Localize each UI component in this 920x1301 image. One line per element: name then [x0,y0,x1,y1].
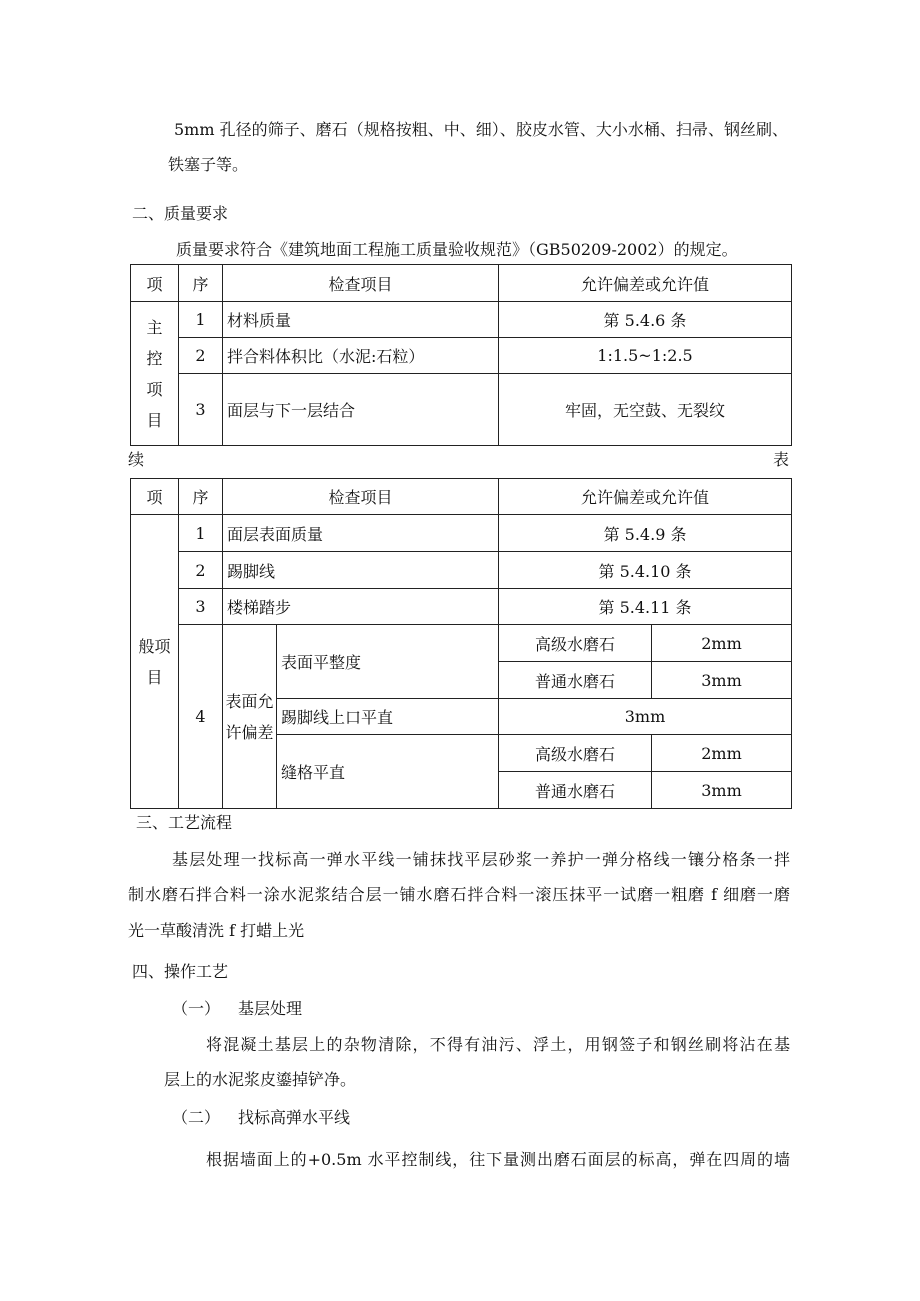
row-no: 4 [179,625,223,809]
group-label-main-control: 主 控 项 目 [131,302,179,446]
row-item: 面层表面质量 [223,515,499,552]
row-value: 第 5.4.6 条 [499,302,792,338]
grade-value: 2mm [652,735,792,772]
table-row [131,589,792,625]
table-row [131,552,792,589]
header-seq: 序 [179,479,223,515]
quality-table-main [130,264,792,446]
row-item: 踢脚线 [223,552,499,589]
flatness-label: 表面平整度 [277,625,499,699]
row-value: 牢固，无空鼓、无裂纹 [499,374,792,446]
process-line-2: 制水磨石拌合料一涂水泥浆结合层一铺水磨石拌合料一滚压抹平一试磨一粗磨 f 细磨一磨 [128,885,790,904]
section4-heading: 四、操作工艺 [132,962,229,981]
process-line-1: 基层处理一找标高一弹水平线一铺抹找平层砂浆一养护一弹分格线一镶分格条一拌 [172,850,790,869]
continued-left: 续 [128,450,145,469]
grade-label: 高级水磨石 [499,735,652,772]
grade-label: 高级水磨石 [499,625,652,662]
intro-line-2: 铁塞子等。 [168,155,249,174]
joint-label: 缝格平直 [277,735,499,809]
section2-heading: 二、质量要求 [132,204,229,223]
header-item: 项 [131,265,179,302]
grade-value: 3mm [652,662,792,699]
header-tolerance: 允许偏差或允许值 [499,479,792,515]
row-value: 第 5.4.9 条 [499,515,792,552]
row-item: 楼梯踏步 [223,589,499,625]
subsection-2-number: （二） [172,1108,221,1127]
row-no: 2 [179,338,223,374]
table-row [131,625,792,662]
subsection-2-title: 找标高弹水平线 [238,1108,351,1127]
table-row [131,515,792,552]
grade-label: 普通水磨石 [499,772,652,809]
section3-heading: 三、工艺流程 [136,813,233,832]
row-item: 拌合料体积比（水泥:石粒） [223,338,499,374]
para2-line-1: 根据墙面上的+0.5m 水平控制线，往下量测出磨石面层的标高，弹在四周的墙 [206,1150,790,1169]
skirting-label: 踢脚线上口平直 [277,699,499,735]
grade-label: 普通水磨石 [499,662,652,699]
header-seq: 序 [179,265,223,302]
para1-line-2: 层上的水泥浆皮鎏掉铲净。 [164,1070,357,1089]
row-no: 3 [179,374,223,446]
para1-line-1: 将混凝土基层上的杂物清除，不得有油污、浮土，用钢签子和钢丝刷将沾在基 [206,1035,790,1054]
header-item: 项 [131,479,179,515]
row-no: 2 [179,552,223,589]
group-label-general: 般项 目 [131,515,179,809]
row-no: 1 [179,515,223,552]
subsection-1-title: 基层处理 [238,999,303,1018]
surface-tolerance-label: 表面允 许偏差 [223,625,277,809]
table-row [131,338,792,374]
header-check-item: 检查项目 [223,479,499,515]
header-check-item: 检查项目 [223,265,499,302]
continued-right: 表 [773,450,790,469]
section2-desc: 质量要求符合《建筑地面工程施工质量验收规范》（GB50209-2002）的规定。 [176,240,738,259]
table-header-row [131,265,792,302]
grade-value: 3mm [652,772,792,809]
row-item: 材料质量 [223,302,499,338]
row-no: 3 [179,589,223,625]
table-row [131,302,792,338]
process-line-3: 光一草酸清洗 f 打蜡上光 [128,921,305,940]
intro-line-1: 5mm 孔径的筛子、磨石（规格按粗、中、细）、胶皮水管、大小水桶、扫帚、钢丝刷、 [174,120,788,139]
table-row [131,374,792,446]
grade-value: 2mm [652,625,792,662]
row-no: 1 [179,302,223,338]
skirting-value: 3mm [499,699,792,735]
table-header-row [131,479,792,515]
row-value: 第 5.4.10 条 [499,552,792,589]
header-tolerance: 允许偏差或允许值 [499,265,792,302]
subsection-1-number: （一） [172,999,221,1018]
row-value: 第 5.4.11 条 [499,589,792,625]
row-item: 面层与下一层结合 [223,374,499,446]
row-value: 1:1.5~1:2.5 [499,338,792,374]
quality-table-general [130,478,792,809]
